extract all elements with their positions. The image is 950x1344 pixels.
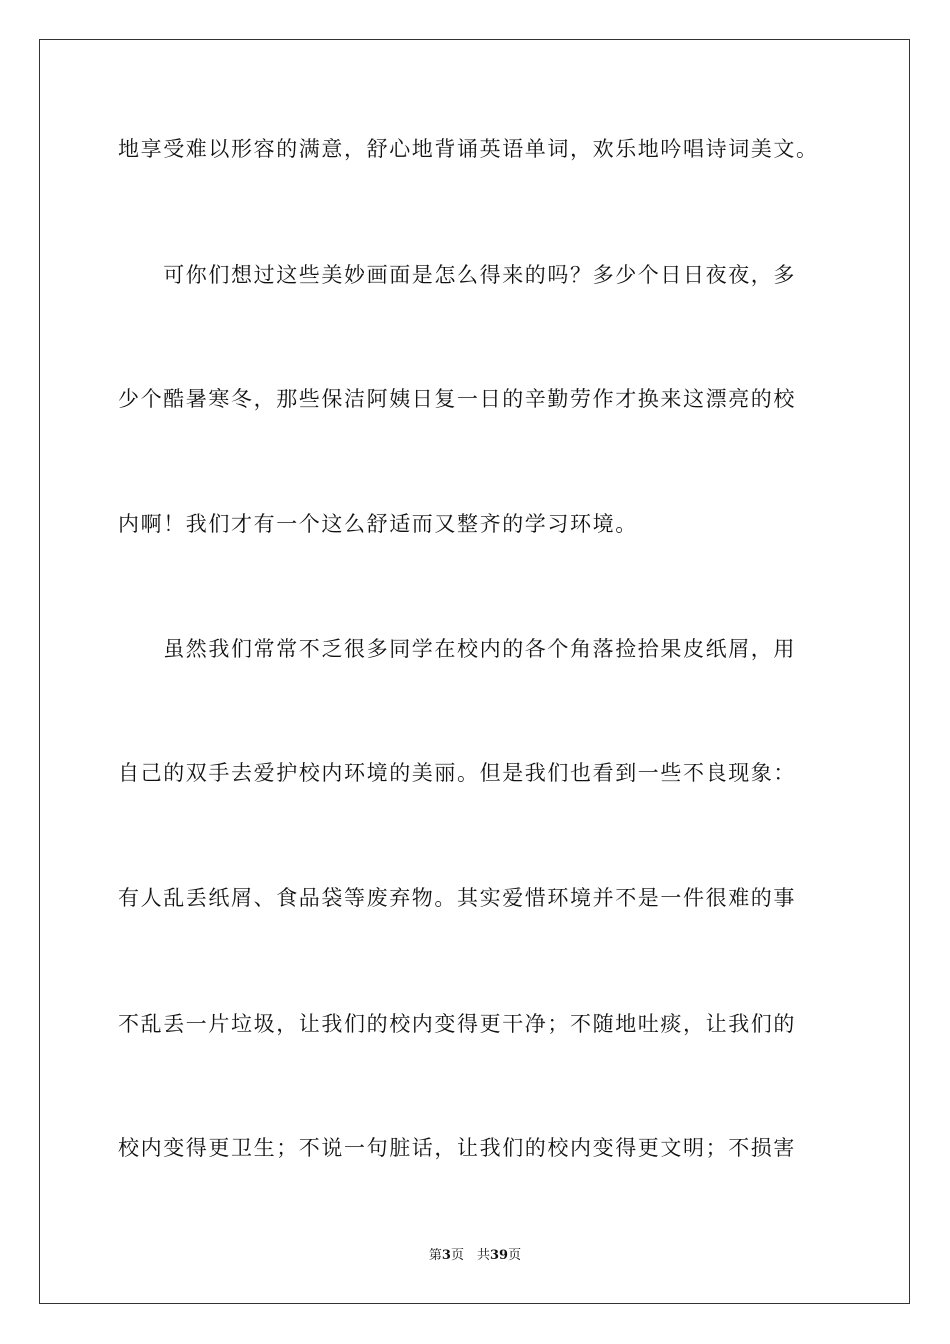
footer-page-suffix: 页 xyxy=(508,1248,522,1263)
page-border xyxy=(39,39,910,1304)
footer-total-pages: 39 xyxy=(489,1248,509,1263)
body-line-4: 内啊！我们才有一个这么舒适而又整齐的学习环境。 xyxy=(118,512,638,536)
body-line-3: 少个酷暑寒冬，那些保洁阿姨日复一日的辛勤劳作才换来这漂亮的校 xyxy=(118,387,796,411)
body-line-6: 自己的双手去爱护校内环境的美丽。但是我们也看到一些不良现象： xyxy=(118,761,796,785)
body-line-7: 有人乱丢纸屑、食品袋等废弃物。其实爱惜环境并不是一件很难的事 xyxy=(118,886,796,910)
body-line-5: 虽然我们常常不乏很多同学在校内的各个角落捡拾果皮纸屑，用 xyxy=(118,637,796,661)
body-line-9: 校内变得更卫生；不说一句脏话，让我们的校内变得更文明；不损害 xyxy=(118,1136,796,1160)
page-number-footer xyxy=(0,1247,950,1265)
body-line-8: 不乱丢一片垃圾，让我们的校内变得更干净；不随地吐痰，让我们的 xyxy=(118,1012,796,1036)
footer-page-prefix: 第 xyxy=(428,1248,442,1263)
body-line-1: 地享受难以形容的满意，舒心地背诵英语单词，欢乐地吟唱诗词美文。 xyxy=(118,137,819,161)
footer-current-page: 3 xyxy=(441,1248,451,1263)
body-line-2: 可你们想过这些美妙画面是怎么得来的吗？多少个日日夜夜，多 xyxy=(118,263,796,287)
footer-page-mid: 页 共 xyxy=(450,1248,490,1263)
